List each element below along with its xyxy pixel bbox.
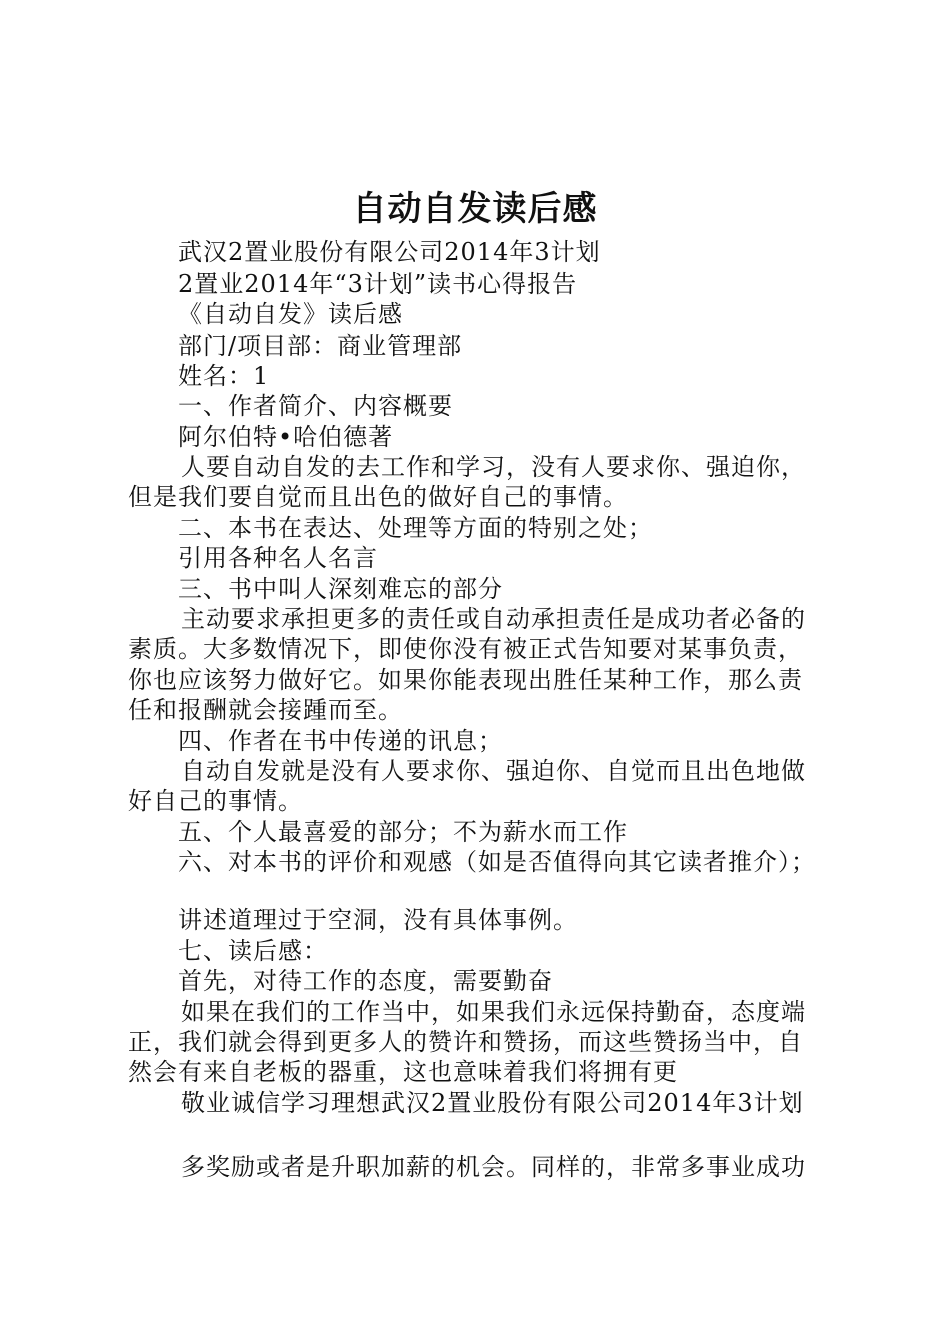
text-line: 2置业2014年“3计划”读书心得报告 — [178, 270, 578, 298]
text-line: 部门/项目部：商业管理部 — [178, 332, 463, 360]
text-line: 好自己的事情。 — [128, 787, 303, 815]
text-line: 你也应该努力做好它。如果你能表现出胜任某种工作，那么责 — [128, 666, 803, 694]
text-line: 五、个人最喜爱的部分；不为薪水而工作 — [178, 818, 628, 846]
text-line: 素质。大多数情况下，即使你没有被正式告知要对某事负责， — [128, 635, 803, 663]
text-line: 自动自发就是没有人要求你、强迫你、自觉而且出色地做 — [181, 757, 806, 785]
document-title: 自动自发读后感 — [352, 189, 598, 229]
text-line: 正，我们就会得到更多人的赞许和赞扬，而这些赞扬当中，自 — [128, 1028, 803, 1056]
text-line: 七、读后感： — [178, 937, 328, 965]
text-line: 人要自动自发的去工作和学习，没有人要求你、强迫你， — [181, 453, 806, 481]
text-line: 《自动自发》读后感 — [178, 300, 403, 328]
text-line: 一、作者简介、内容概要 — [178, 392, 453, 420]
text-line: 敬业诚信学习理想武汉2置业股份有限公司2014年3计划 — [181, 1089, 804, 1117]
text-line: 引用各种名人名言 — [178, 544, 378, 572]
text-line: 三、书中叫人深刻难忘的部分 — [178, 575, 503, 603]
text-line: 二、本书在表达、处理等方面的特别之处； — [178, 514, 653, 542]
text-line: 武汉2置业股份有限公司2014年3计划 — [178, 238, 601, 266]
text-line: 任和报酬就会接踵而至。 — [128, 696, 403, 724]
text-line: 阿尔伯特•哈伯德著 — [178, 423, 394, 451]
text-line: 四、作者在书中传递的讯息； — [178, 727, 503, 755]
text-line: 首先，对待工作的态度，需要勤奋 — [178, 967, 553, 995]
text-line: 如果在我们的工作当中，如果我们永远保持勤奋，态度端 — [181, 998, 806, 1026]
text-line: 但是我们要自觉而且出色的做好自己的事情。 — [128, 483, 628, 511]
text-line: 然会有来自老板的器重，这也意味着我们将拥有更 — [128, 1058, 678, 1086]
text-line: 六、对本书的评价和观感（如是否值得向其它读者推介）； — [178, 848, 816, 876]
text-line: 多奖励或者是升职加薪的机会。同样的，非常多事业成功 — [181, 1153, 806, 1181]
text-line: 姓名：1 — [178, 362, 270, 390]
text-line: 讲述道理过于空洞，没有具体事例。 — [178, 906, 578, 934]
text-line: 主动要求承担更多的责任或自动承担责任是成功者必备的 — [181, 605, 806, 633]
